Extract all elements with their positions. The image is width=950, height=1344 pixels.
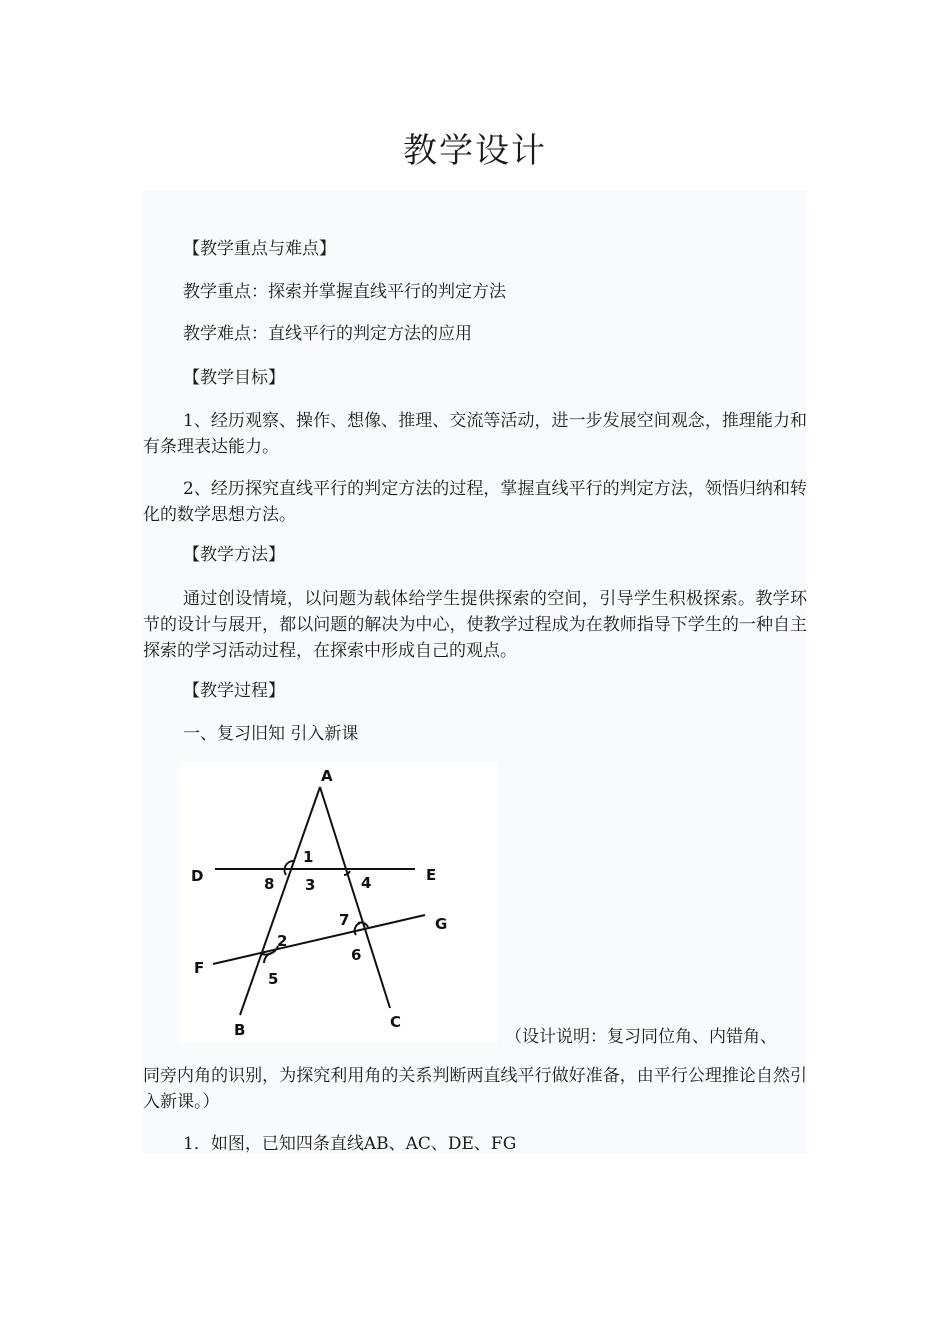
teaching-difficulty: 教学难点：直线平行的判定方法的应用 bbox=[183, 324, 472, 344]
label-a: A bbox=[321, 767, 333, 785]
label-g: G bbox=[435, 915, 448, 933]
method-text: 通过创设情境，以问题为载体给学生提供探索的空间，引导学生积极探索。教学环节的设计与展开，都以问题的解决为中心，使教学过程成为在教师指导下学生的一种自主探索的学习活动过程，在探索中形成自己的观点。 bbox=[143, 589, 807, 661]
angle-label-2: 2 bbox=[277, 932, 288, 950]
angle-label-4: 4 bbox=[361, 874, 372, 892]
angle-arc-6 bbox=[355, 923, 360, 935]
line-ab bbox=[240, 787, 320, 1015]
process-heading: 【教学过程】 bbox=[183, 681, 285, 701]
focus-heading: 【教学重点与难点】 bbox=[183, 239, 336, 259]
teaching-focus: 教学重点：探索并掌握直线平行的判定方法 bbox=[183, 282, 506, 302]
angle-label-7: 7 bbox=[339, 911, 350, 929]
label-f: F bbox=[194, 959, 205, 977]
angle-label-5: 5 bbox=[268, 970, 279, 988]
step-1-heading: 一、复习旧知 引入新课 bbox=[183, 724, 359, 744]
angle-label-3: 3 bbox=[305, 876, 316, 894]
line-fg bbox=[213, 915, 425, 964]
goals-heading: 【教学目标】 bbox=[183, 368, 285, 388]
goal-1: 1、经历观察、操作、想像、推理、交流等活动，进一步发展空间观念，推理能力和有条理表达能力。 bbox=[143, 411, 807, 457]
label-c: C bbox=[390, 1013, 402, 1031]
design-note-continuation: 同旁内角的识别，为探究利用角的关系判断两直线平行做好准备，由平行公理推论自然引入新课。） bbox=[143, 1066, 807, 1112]
label-b: B bbox=[234, 1021, 246, 1039]
goal-2: 2、经历探究直线平行的判定方法的过程，掌握直线平行的判定方法，领悟归纳和转化的数学思想方法。 bbox=[143, 479, 807, 525]
angle-label-6: 6 bbox=[351, 946, 362, 964]
question-1: 1．如图，已知四条直线AB、AC、DE、FG bbox=[183, 1134, 517, 1154]
method-heading: 【教学方法】 bbox=[183, 545, 285, 565]
label-d: D bbox=[191, 867, 204, 885]
document-body bbox=[143, 190, 807, 1154]
angle-label-1: 1 bbox=[303, 848, 314, 866]
geometry-figure bbox=[180, 763, 497, 1043]
line-ac bbox=[320, 787, 390, 1008]
geometry-diagram bbox=[180, 763, 497, 1043]
design-note-start: （设计说明：复习同位角、内错角、 bbox=[505, 1027, 777, 1047]
label-e: E bbox=[426, 866, 437, 884]
angle-label-8: 8 bbox=[264, 875, 275, 893]
page-title: 教学设计 bbox=[403, 131, 547, 171]
